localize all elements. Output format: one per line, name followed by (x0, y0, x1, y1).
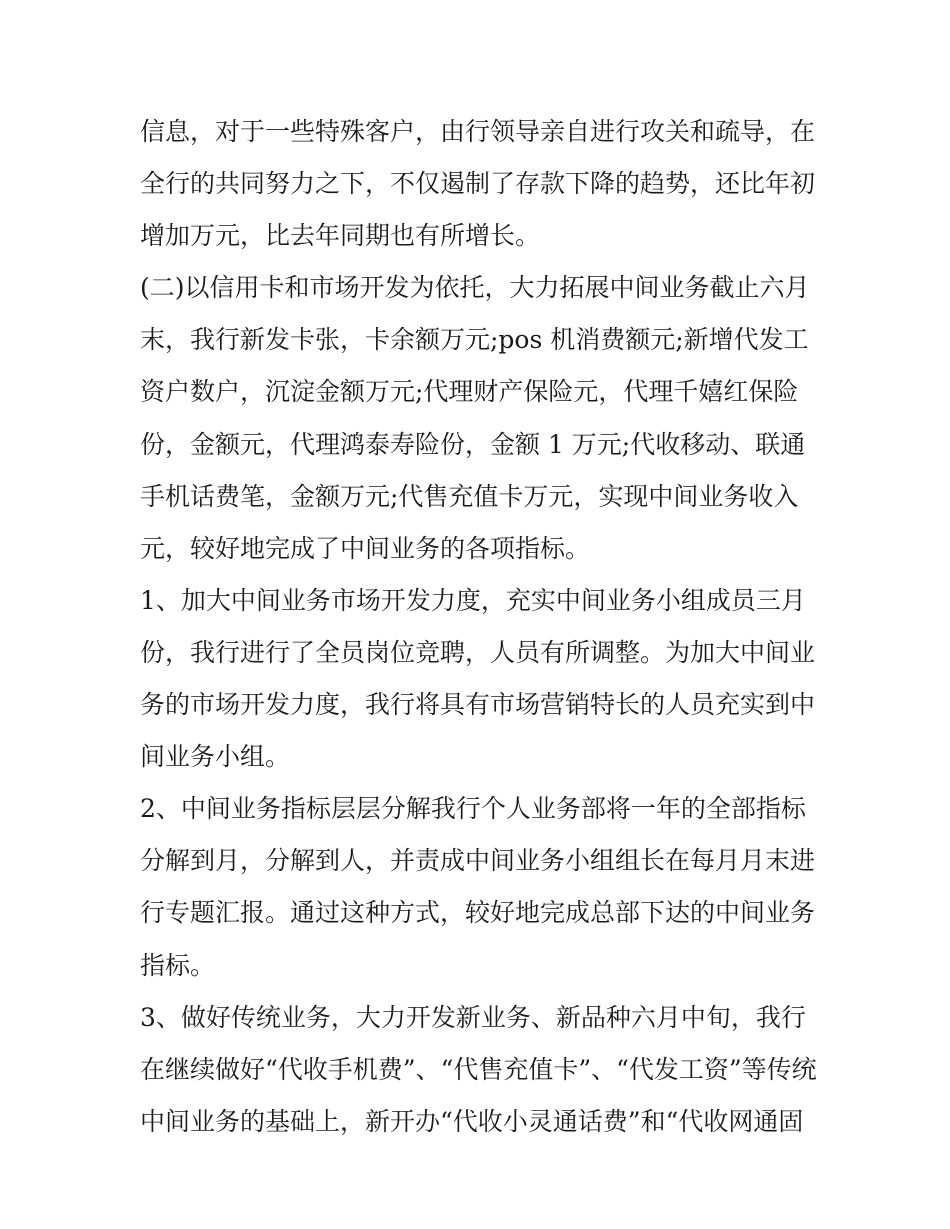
text-line: 间业务小组。 (140, 742, 291, 772)
text-line: 手机话费笔，金额万元;代售充值卡万元，实现中间业务收入 (140, 481, 799, 511)
text-line: 元，较好地完成了中间业务的各项指标。 (140, 533, 591, 563)
text-line: 3、做好传统业务，大力开发新业务、新品种六月中旬，我行 (140, 1002, 806, 1032)
text-line: 在继续做好“代收手机费”、“代售充值卡”、“代发工资”等传统 (140, 1054, 817, 1084)
text-line: (二)以信用卡和市场开发为依托，大力拓展中间业务截止六月 (140, 273, 810, 303)
text-line: 末，我行新发卡张，卡余额万元;pos 机消费额元;新增代发工 (140, 325, 809, 355)
text-line: 分解到月，分解到人，并责成中间业务小组组长在每月月末进 (140, 846, 816, 876)
text-line: 中间业务的基础上，新开办“代收小灵通话费”和“代收网通固 (140, 1106, 804, 1136)
text-line: 信息，对于一些特殊客户，由行领导亲自进行攻关和疏导，在 (140, 117, 816, 146)
document-body (140, 106, 820, 1148)
text-line: 份，金额元，代理鸿泰寿险份，金额 1 万元;代收移动、联通 (140, 429, 806, 459)
text-line: 务的市场开发力度，我行将具有市场营销特长的人员充实到中 (140, 690, 816, 720)
text-line: 增加万元，比去年同期也有所增长。 (140, 221, 541, 251)
text-line: 指标。 (140, 950, 216, 980)
text-line: 资户数户，沉淀金额万元;代理财产保险元，代理千嬉红保险 (140, 377, 799, 407)
text-line: 1、加大中间业务市场开发力度，充实中间业务小组成员三月 (140, 585, 806, 615)
text-line: 2、中间业务指标层层分解我行个人业务部将一年的全部指标 (140, 794, 806, 824)
text-line: 行专题汇报。通过这种方式，较好地完成总部下达的中间业务 (140, 898, 816, 928)
text-line: 全行的共同努力之下，不仅遏制了存款下降的趋势，还比年初 (140, 169, 816, 199)
text-line: 份，我行进行了全员岗位竞聘，人员有所调整。为加大中间业 (140, 637, 816, 667)
